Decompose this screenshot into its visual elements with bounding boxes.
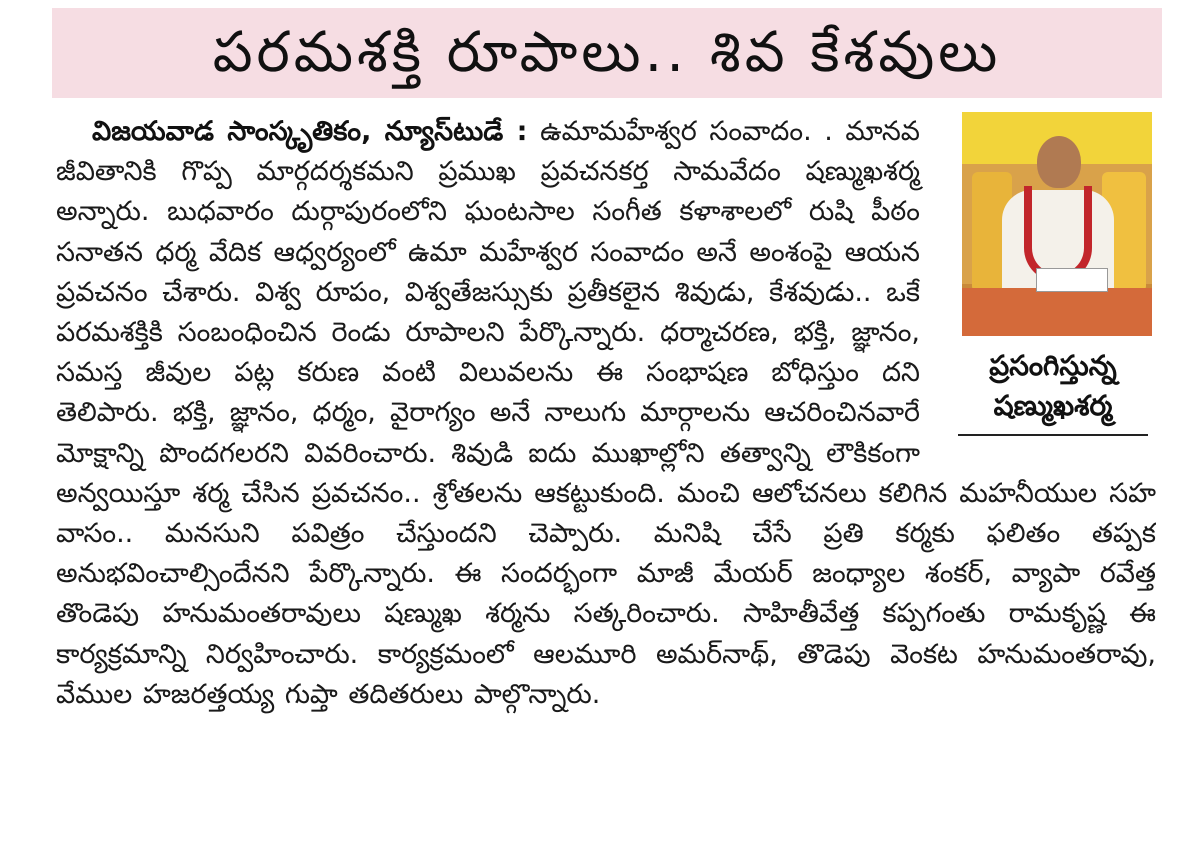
headline-band — [52, 8, 1162, 98]
dateline: విజయవాడ సాంస్కృతికం, న్యూస్‌టుడే : — [92, 116, 528, 147]
photo-table — [962, 288, 1152, 336]
photo-caption: ప్రసంగిస్తున్న షణ్ముఖశర్మ — [958, 346, 1148, 436]
photo-figure-head — [1037, 136, 1081, 188]
article-body — [56, 112, 1156, 852]
photo-box — [946, 112, 1156, 436]
article-text: ఉమామహేశ్వర సంవాదం. . మానవ జీవితానికి గొప్ప మార్గదర్శకమని ప్రముఖ ప్రవచనకర్త సామవేదం షణ్ముఖశర్మ అన్నారు. బుధవారం దుర్గాపురంలోని ఘంటసాల సంగీత కళాశాలలో రుషి పీఠం సనాతన ధర్మ వేదిక ఆధ్వర్యంలో ఉమా మహేశ్వర సంవాదం అనే అంశంపై ఆయన ప్రవచనం చేశారు. విశ్వ రూపం, విశ్వతేజస్సుకు ప్రతీకలైన శివుడు, కేశవుడు.. ఒకే పరమశక్తికి సంబంధించిన రెండు రూపాలని పేర్కొన్నారు. ధర్మాచరణ, భక్తి, జ్ఞానం, సమస్త జీవుల పట్ల కరుణ వంటి విలువలను ఈ సంభాషణ బోధిస్తుం దని తెలిపారు. భక్తి, జ్ఞానం, ధర్మం, వైరాగ్యం అనే నాలుగు మార్గాలను ఆచరించినవారే మోక్షాన్ని పొందగలరని వివరించారు. శివుడి ఐదు ముఖాల్లోని తత్వాన్ని లౌకికంగా అన్వయిస్తూ శర్మ చేసిన ప్రవచనం.. శ్రోతలను ఆకట్టుకుంది. మంచి ఆలోచనలు కలిగిన మహనీయుల సహ వాసం.. మనసుని పవిత్రం చేస్తుందని చెప్పారు. మనిషి చేసే ప్రతి కర్మకు ఫలితం తప్పక అనుభవించాల్సిందేనని పేర్కొన్నారు. ఈ సందర్భంగా మాజీ మేయర్ జంధ్యాల శంకర్, వ్యాపా రవేత్త తొండెపు హనుమంతరావులు షణ్ముఖ శర్మను సత్కరించారు. సాహితీవేత్త కప్పగంతు రామకృష్ణ ఈ కార్యక్రమాన్ని నిర్వహించారు. కార్యక్రమంలో ఆలమూరి అమర్‌నాథ్, తొడెపు వెంకట హనుమంతరావు, వేముల హజరత్తయ్య గుప్తా తదితరులు పాల్గొన్నారు. — [56, 116, 1156, 710]
photo-book — [1036, 268, 1108, 292]
speaker-photo — [962, 112, 1152, 336]
headline: పరమశక్తి రూపాలు.. శివ కేశవులు — [212, 20, 1002, 85]
